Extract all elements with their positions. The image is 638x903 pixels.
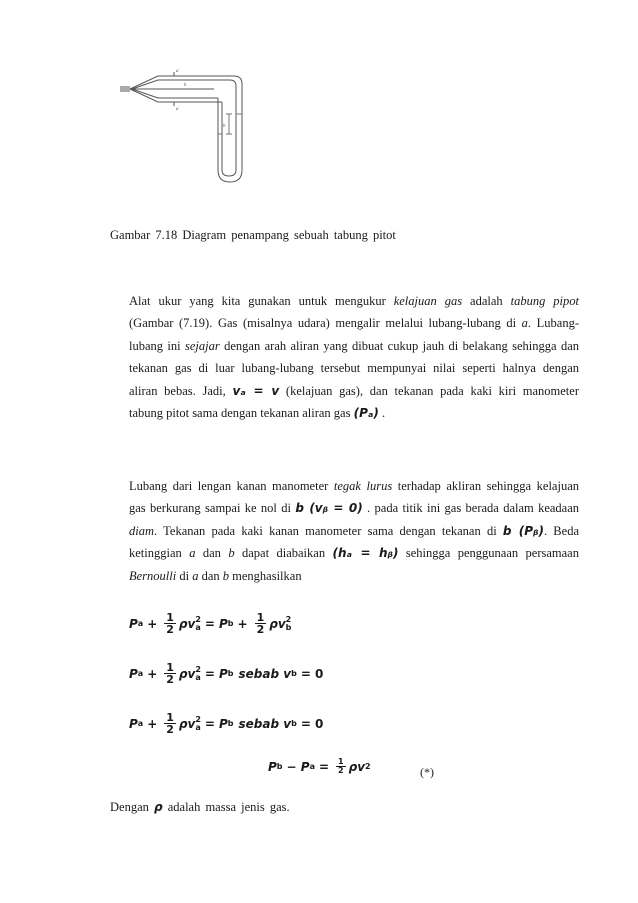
text-line: aliran bebas. Jadi, vₐ = v (kelajuan gas), dan tekanan pada kaki kiri manometer [129,383,579,398]
paragraph-pitot-intro [129,290,579,424]
pitot-tube-diagram [118,62,258,184]
equation-bernoulli-2: P a + $\frac{1}{2}$ ρv 2 a = P b sebab v b = 0 [129,661,324,686]
rho-symbol: ρ [154,800,163,814]
outer-tube-bottom [130,89,222,102]
figure-caption: Gambar 7.18 Diagram penampang sebuah tabung pitot [110,228,396,242]
label-a-top: a [176,69,179,74]
inline-formula: vₐ = v [232,383,280,398]
outer-tube-top [130,76,234,89]
equation-bernoulli-3: P a + $\frac{1}{2}$ ρv 2 a = P b sebab v b = 0 [129,711,324,736]
closing-sentence: Dengan ρ adalah massa jenis gas. [110,800,290,814]
inline-formula: (hₐ = hᵦ) [332,546,399,561]
inline-formula: (Pₐ) [353,405,379,420]
label-h: h [223,124,226,129]
equation-number: (*) [420,765,434,779]
text-line: (Gambar (7.19). Gas (misalnya udara) mengalir melalui lubang-lubang di a. Lubang- [129,316,579,331]
equation-bernoulli-1: P a + $\frac{1}{2}$ ρv 2 a = P b + $\frac{1}{2}$ ρv 2 b [129,611,292,636]
label-b: b [184,83,187,88]
inline-formula: b (Pᵦ) [502,523,544,538]
manometer-right-leg [234,76,242,170]
inline-formula: b (vᵦ = 0) [295,501,363,516]
text-line: tekanan gas di luar lubang-lubang tersebut mempunyai nilai seperti halnya dengan [129,361,579,376]
text-line: Bernoulli di a dan b menghasilkan [129,568,302,583]
text-line: Lubang dari lengan kanan manometer tegak lurus terhadap akliran sehingga kelajuan [129,479,579,493]
paragraph-manometer [129,475,579,587]
text-line: gas berkurang sampai ke nol di b (vᵦ = 0) . pada titik ini gas berada dalam keadaan [129,501,580,516]
text-line: tabung pitot sama dengan tekanan aliran gas (Pₐ) . [129,405,386,420]
text-line: lubang ini sejajar dengan arah aliran yang dibuat cukup jauh di belakang sehingga dan [129,338,579,353]
equation-pressure-difference: P b − P a = $\frac{1}{2}$ ρv 2 [268,757,371,775]
text-line: ketinggian a dan b dapat diabaikan (hₐ = hᵦ) sehingga penggunaan persamaan [129,546,579,561]
label-a-bottom: a [176,107,179,112]
text-line: Alat ukur yang kita gunakan untuk mengukur kelajuan gas adalah tabung pipot [129,294,580,308]
text-line: diam. Tekanan pada kaki kanan manometer sama dengan tekanan di b (Pᵦ). Beda [129,523,579,538]
